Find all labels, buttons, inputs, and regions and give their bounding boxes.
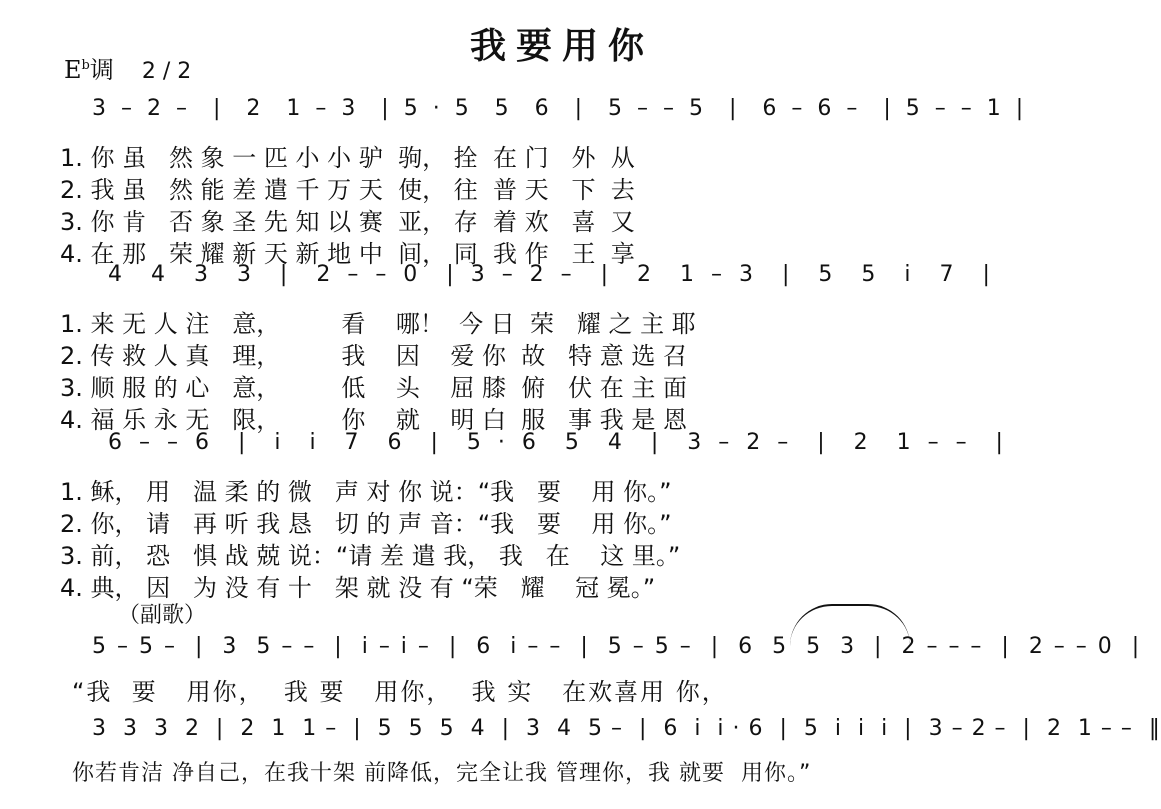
- verse-1-line-3: 1. 稣， 用 温 柔 的 微 声 对 你 说：“我 要 用 你。”: [60, 478, 672, 506]
- verse-4-line-1: 4. 在 那 荣 耀 新 天 新 地 中 间， 同 我 作 王 享: [60, 240, 635, 268]
- verse-3-line-3: 3. 前， 恐 惧 战 兢 说：“请 差 遣 我， 我 在 这 里。”: [60, 542, 681, 570]
- time-signature: 2 / 2: [141, 59, 192, 84]
- verse-4-line-2: 4. 福 乐 永 无 限， 你 就 明 白 服 事 我 是 恩: [60, 406, 688, 434]
- verse-4-line-3: 4. 典， 因 为 没 有 十 架 就 没 有 “荣 耀 冠 冕。”: [60, 574, 656, 602]
- notation-row-5: 3 3 3 2 | 2 1 1 – | 5 5 5 4 | 3 4 5 – | 6 i i · 6 | 5 i i i | 3 – 2 – | 2 1 – – ‖: [92, 716, 1161, 741]
- chorus-lyric-1: “我 要 用你， 我 要 用你， 我 实 在欢喜用 你，: [72, 678, 728, 706]
- verse-2-line-1: 2. 我 虽 然 能 差 遣 千 万 天 使， 往 普 天 下 去: [60, 176, 635, 204]
- key-signature: [64, 50, 191, 85]
- key-accidental: b: [81, 58, 90, 73]
- verse-1-line-2: 1. 来 无 人 注 意， 看 哪！ 今 日 荣 耀 之 主 耶: [60, 310, 696, 338]
- chorus-label: （副歌）: [118, 603, 207, 628]
- notation-row-1: 3 – 2 – | 2 1 – 3 | 5 · 5 5 6 | 5 – – 5 | 6 – 6 – | 5 – – 1 |: [92, 96, 1028, 121]
- song-title: 我要用你: [470, 26, 655, 67]
- verse-2-line-2: 2. 传 救 人 真 理， 我 因 爱 你 故 特 意 选 召: [60, 342, 688, 370]
- notation-row-2: 4 4 3 3 | 2 – – 0 | 3 – 2 – | 2 1 – 3 | 5 5 i 7 |: [108, 262, 995, 287]
- key-letter: E: [64, 56, 82, 84]
- verse-1-line-1: 1. 你 虽 然 象 一 匹 小 小 驴 驹， 拴 在 门 外 从: [60, 144, 635, 172]
- verse-3-line-1: 3. 你 肯 否 象 圣 先 知 以 赛 亚， 存 着 欢 喜 又: [60, 208, 635, 236]
- verse-3-line-2: 3. 顺 服 的 心 意， 低 头 屈 膝 俯 伏 在 主 面: [60, 374, 688, 402]
- notation-row-4: 5 – 5 – | 3 5 – – | i – i – | 6 i – – | 5 – 5 – | 6 5 5 3 | 2 – – – | 2 – – 0 |: [92, 634, 1142, 659]
- key-suffix: 调: [89, 56, 114, 84]
- verse-2-line-3: 2. 你， 请 再 听 我 恳 切 的 声 音：“我 要 用 你。”: [60, 510, 672, 538]
- notation-row-3: 6 – – 6 | i i 7 6 | 5 · 6 5 4 | 3 – 2 – | 2 1 – – |: [108, 430, 1008, 455]
- chorus-lyric-2: 你若肯洁 净自己，在我十架 前降低，完全让我 管理你，我 就要 用你。”: [72, 761, 812, 786]
